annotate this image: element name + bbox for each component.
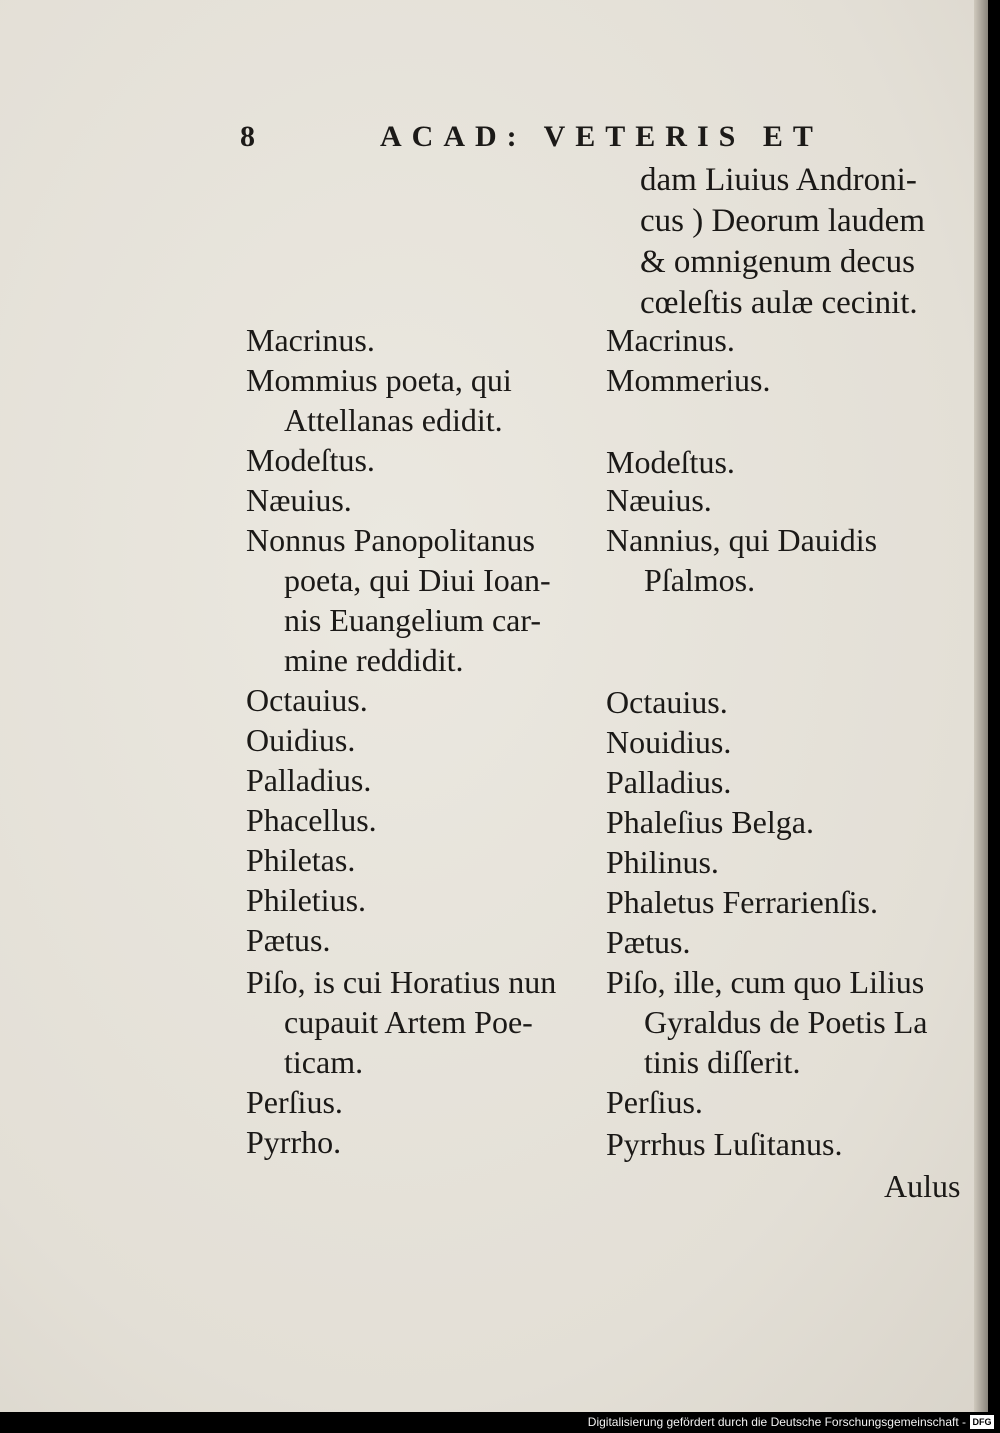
text-line: dam Liuius Androni- bbox=[640, 162, 917, 198]
ancient-name-cell bbox=[246, 1082, 343, 1122]
funding-notice: Digitalisierung gefördert durch die Deutsche Forschungsgemeinschaft - bbox=[587, 1415, 966, 1429]
text-line: Nannius, qui Dauidis bbox=[606, 522, 878, 558]
text-line: Phacellus. bbox=[246, 802, 377, 838]
ancient-name-cell bbox=[246, 440, 375, 480]
running-head bbox=[240, 120, 860, 160]
ancient-name-cell bbox=[246, 360, 512, 440]
text-line: Macrinus. bbox=[246, 322, 375, 358]
text-line: poeta, qui Diui Ioan- bbox=[284, 562, 551, 598]
text-line: Macrinus. bbox=[606, 322, 735, 358]
modern-name-cell bbox=[606, 1124, 842, 1164]
text-line: Modeſtus. bbox=[606, 444, 735, 480]
ancient-name-cell bbox=[246, 720, 355, 760]
text-line: Nonnus Panopolitanus bbox=[246, 522, 535, 558]
text-line: Palladius. bbox=[246, 762, 372, 798]
text-line: Phaleſius Belga. bbox=[606, 804, 814, 840]
text-line: cupauit Artem Poe- bbox=[284, 1004, 533, 1040]
text-line: Gyraldus de Poetis La bbox=[644, 1004, 928, 1040]
text-line: Palladius. bbox=[606, 764, 732, 800]
ancient-name-cell bbox=[246, 1122, 341, 1162]
modern-name-cell bbox=[606, 520, 877, 600]
text-line: Perſius. bbox=[606, 1084, 703, 1120]
ancient-name-cell bbox=[246, 962, 556, 1082]
modern-name-cell bbox=[606, 442, 735, 482]
text-line: Pſalmos. bbox=[644, 562, 756, 598]
text-line: Attellanas edidit. bbox=[284, 402, 503, 438]
text-line: Perſius. bbox=[246, 1084, 343, 1120]
ancient-name-cell bbox=[246, 840, 355, 880]
ancient-name-cell bbox=[246, 680, 368, 720]
text-line: Phaletus Ferrarienſis. bbox=[606, 884, 878, 920]
text-line: Pætus. bbox=[606, 924, 691, 960]
modern-name-cell bbox=[606, 360, 770, 400]
text-line: nis Euangelium car- bbox=[284, 602, 542, 638]
modern-name-cell bbox=[606, 1082, 703, 1122]
text-line: Næuius. bbox=[246, 482, 352, 518]
modern-name-cell bbox=[606, 682, 728, 722]
modern-name-cell bbox=[606, 480, 712, 520]
text-line: cœleſtis aulæ cecinit. bbox=[640, 285, 918, 321]
text-line: Næuius. bbox=[606, 482, 712, 518]
text-line: Pyrrhus Luſitanus. bbox=[606, 1126, 843, 1162]
text-line: Octauius. bbox=[246, 682, 368, 718]
text-line: cus ) Deorum laudem bbox=[640, 203, 925, 239]
ancient-name-cell bbox=[246, 320, 375, 360]
dfg-logo: DFG bbox=[970, 1415, 994, 1429]
modern-name-cell bbox=[606, 762, 731, 802]
catchword: Aulus bbox=[884, 1168, 961, 1204]
modern-name-cell bbox=[606, 802, 814, 842]
ancient-name-cell bbox=[246, 760, 371, 800]
text-line: ticam. bbox=[284, 1044, 364, 1080]
continued-text-block bbox=[640, 160, 985, 324]
text-line: tinis diſſerit. bbox=[644, 1044, 801, 1080]
ancient-name-cell bbox=[246, 920, 330, 960]
ancient-name-cell bbox=[246, 880, 366, 920]
ancient-name-cell bbox=[246, 520, 551, 680]
text-line: Mommerius. bbox=[606, 362, 771, 398]
modern-name-cell bbox=[606, 320, 735, 360]
text-line: & omnigenum decus bbox=[640, 244, 915, 280]
running-title: ACAD: VETERIS ET bbox=[380, 120, 823, 153]
text-line: Piſo, ille, cum quo Lilius bbox=[606, 964, 925, 1000]
text-line: Modeſtus. bbox=[246, 442, 375, 478]
text-line: Pyrrho. bbox=[246, 1124, 342, 1160]
modern-name-cell bbox=[606, 962, 928, 1082]
text-line: Philetius. bbox=[246, 882, 367, 918]
text-line: mine reddidit. bbox=[284, 642, 464, 678]
text-line: Piſo, is cui Horatius nun bbox=[246, 964, 557, 1000]
text-line: Nouidius. bbox=[606, 724, 732, 760]
text-line: Philetas. bbox=[246, 842, 356, 878]
ancient-name-cell bbox=[246, 800, 377, 840]
modern-name-cell bbox=[606, 842, 719, 882]
text-line: Philinus. bbox=[606, 844, 719, 880]
modern-name-cell bbox=[606, 722, 731, 762]
text-line: Mommius poeta, qui bbox=[246, 362, 512, 398]
ancient-name-cell bbox=[246, 480, 352, 520]
modern-name-cell bbox=[606, 882, 878, 922]
text-line: Octauius. bbox=[606, 684, 728, 720]
text-line: Ouidius. bbox=[246, 722, 356, 758]
text-line: Pætus. bbox=[246, 922, 331, 958]
page-number: 8 bbox=[240, 120, 260, 153]
modern-name-cell bbox=[606, 922, 690, 962]
